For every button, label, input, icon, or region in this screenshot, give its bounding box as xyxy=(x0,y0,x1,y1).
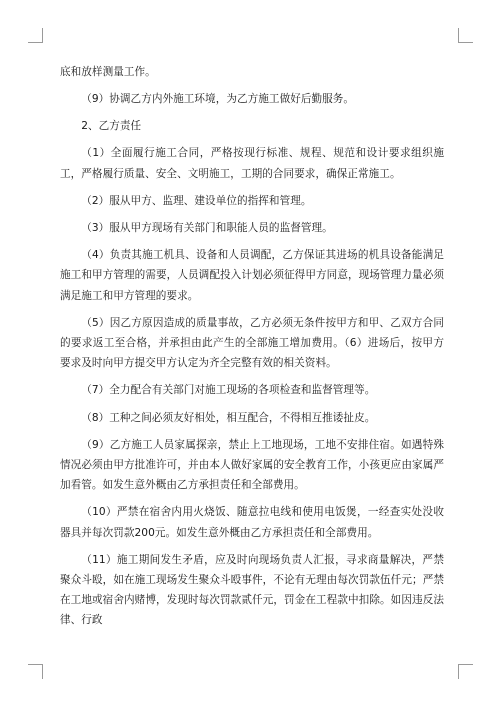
crop-mark-bottom-left xyxy=(28,664,43,679)
paragraph-item-3: （3）服从甲方现场有关部门和职能人员的监督管理。 xyxy=(81,221,333,234)
document-body xyxy=(60,62,444,638)
crop-mark-top-right xyxy=(458,28,473,43)
paragraph-item-8: （8）工种之间必须友好相处，相互配合，不得相互推诿扯皮。 xyxy=(81,411,376,424)
section-heading-party-b-duties: 2、乙方责任 xyxy=(81,120,142,133)
paragraph-item-9b: （9）乙方施工人员家属探亲，禁止上工地现场，工地不安排住宿。如遇特殊情况必须由甲方批准许可，并由本人做好家属的安全教育工作，小孩更应由家属严加看管。如发生意外概由乙方承担责任和全部费用。 xyxy=(60,438,444,492)
crop-mark-bottom-right xyxy=(458,664,473,679)
paragraph-continuation: 底和放样测量工作。 xyxy=(60,66,156,78)
paragraph-item-1: （1）全面履行施工合同，严格按现行标准、规程、规范和设计要求组织施工，严格履行质量、安全、文明施工，工期的合同要求，确保正常施工。 xyxy=(60,147,444,180)
paragraph-item-10: （10）严禁在宿舍内用火烧饭、随意拉电线和使用电饭煲，一经查实处没收器具并每次罚款200元。如发生意外概由乙方承担责任和全部费用。 xyxy=(60,506,444,539)
paragraph-item-4: （4）负责其施工机具、设备和人员调配，乙方保证其进场的机具设备能满足施工和甲方管理的需要，人员调配投入计划必须征得甲方同意，现场管理力量必须满足施工和甲方管理的要求。 xyxy=(60,249,444,302)
paragraph-item-2: （2）服从甲方、监理、建设单位的指挥和管理。 xyxy=(81,194,312,207)
paragraph-item-9: （9）协调乙方内外施工环境，为乙方施工做好后勤服务。 xyxy=(81,93,355,106)
paragraph-item-5-6: （5）因乙方原因造成的质量事故，乙方必须无条件按甲方和甲、乙双方合同的要求返工至合格，并承担由此产生的全部施工增加费用。（6）进场后，按甲方要求及时向甲方提交甲方认定为齐全完整有效的相关资料。 xyxy=(60,316,444,370)
paragraph-item-11: （11）施工期间发生矛盾，应及时向现场负责人汇报，寻求商量解决，严禁聚众斗殴，如在施工现场发生聚众斗殴事件，不论有无理由每次罚款伍仟元；严禁在工地或宿舍内赌博，发现时每次罚款贰仟元，罚金在工程款中扣除。如因违反法律、行政 xyxy=(60,553,444,627)
crop-mark-top-left xyxy=(28,28,43,43)
paragraph-item-7: （7）全力配合有关部门对施工现场的各项检查和监督管理等。 xyxy=(81,384,376,397)
